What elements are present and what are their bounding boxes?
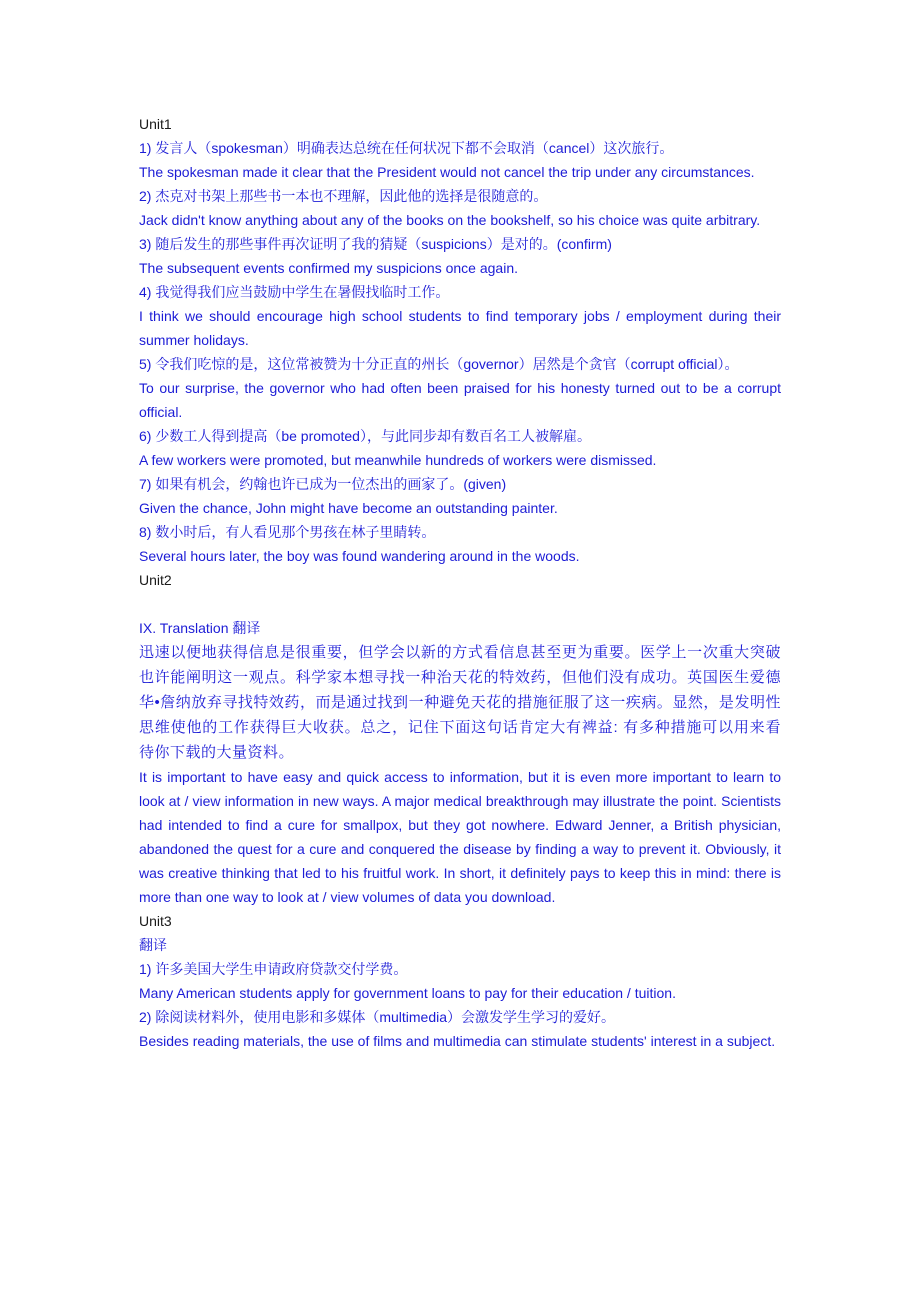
unit2-english-passage: It is important to have easy and quick access to information, but it is even more important to learn to look at / view information in new ways. A major medical breakthrough may illustrate the point. Scientists had intended to find a cure for smallpox, but they got nowhere. Edward Jenner, a British physician, abandoned the quest for a cure and conquered the disease by finding a way to prevent it. Obviously, it was creative thinking that led to his fruitful work. In short, it definitely pays to keep this in mind: there is more than one way to look at / view volumes of data you download. [139,769,781,905]
unit3-item-2-cn: 2) 除阅读材料外，使用电影和多媒体（multimedia）会激发学生学习的爱好。 [139,1009,616,1025]
unit1-heading: Unit1 [139,116,172,132]
unit1-item-8-en: Several hours later, the boy was found wandering around in the woods. [139,548,580,564]
unit2-subheading: IX. Translation 翻译 [139,620,261,636]
unit3-item-1-cn: 1) 许多美国大学生申请政府贷款交付学费。 [139,961,408,977]
unit1-item-6-en: A few workers were promoted, but meanwhile hundreds of workers were dismissed. [139,452,657,468]
document-page [139,112,781,1053]
unit3-item-2-en: Besides reading materials, the use of films and multimedia can stimulate students' interest in a subject. [139,1033,776,1049]
unit3-item-1-en: Many American students apply for government loans to pay for their education / tuition. [139,985,676,1001]
unit1-item-4-en: I think we should encourage high school students to find temporary jobs / employment during their summer holidays. [139,308,781,348]
spacer [139,592,781,616]
unit1-item-6-cn: 6) 少数工人得到提高（be promoted），与此同步却有数百名工人被解雇。 [139,428,591,444]
unit1-item-5-cn: 5) 令我们吃惊的是，这位常被赞为十分正直的州长（governor）居然是个贪官（corrupt official）。 [139,356,739,372]
unit3-heading: Unit3 [139,913,172,929]
unit3-subheading: 翻译 [139,937,167,953]
unit1-item-7-cn: 7) 如果有机会，约翰也许已成为一位杰出的画家了。(given) [139,476,507,492]
unit2-chinese-passage: 迅速以便地获得信息是很重要，但学会以新的方式看信息甚至更为重要。医学上一次重大突破也许能阐明这一观点。科学家本想寻找一种治天花的特效药，但他们没有成功。英国医生爱德华•詹纳放弃寻找特效药，而是通过找到一种避免天花的措施征服了这一疾病。显然，是发明性思维使他的工作获得巨大收获。总之，记住下面这句话肯定大有裨益: 有多种措施可以用来看待你下载的大量资料。 [139,644,781,761]
unit1-item-1-cn: 1) 发言人（spokesman）明确表达总统在任何状况下都不会取消（cancel）这次旅行。 [139,140,674,156]
unit1-item-4-cn: 4) 我觉得我们应当鼓励中学生在暑假找临时工作。 [139,284,450,300]
unit1-item-3-cn: 3) 随后发生的那些事件再次证明了我的猜疑（suspicions）是对的。(confirm) [139,236,612,252]
unit1-item-2-en: Jack didn't know anything about any of the books on the bookshelf, so his choice was quite arbitrary. [139,212,761,228]
unit1-item-5-en: To our surprise, the governor who had often been praised for his honesty turned out to be a corrupt official. [139,380,781,420]
unit1-item-2-cn: 2) 杰克对书架上那些书一本也不理解，因此他的选择是很随意的。 [139,188,548,204]
unit1-item-3-en: The subsequent events confirmed my suspicions once again. [139,260,518,276]
unit1-item-7-en: Given the chance, John might have become an outstanding painter. [139,500,558,516]
unit1-item-1-en: The spokesman made it clear that the President would not cancel the trip under any circumstances. [139,164,755,180]
unit1-item-8-cn: 8) 数小时后，有人看见那个男孩在林子里睛转。 [139,524,436,540]
unit2-heading: Unit2 [139,572,172,588]
